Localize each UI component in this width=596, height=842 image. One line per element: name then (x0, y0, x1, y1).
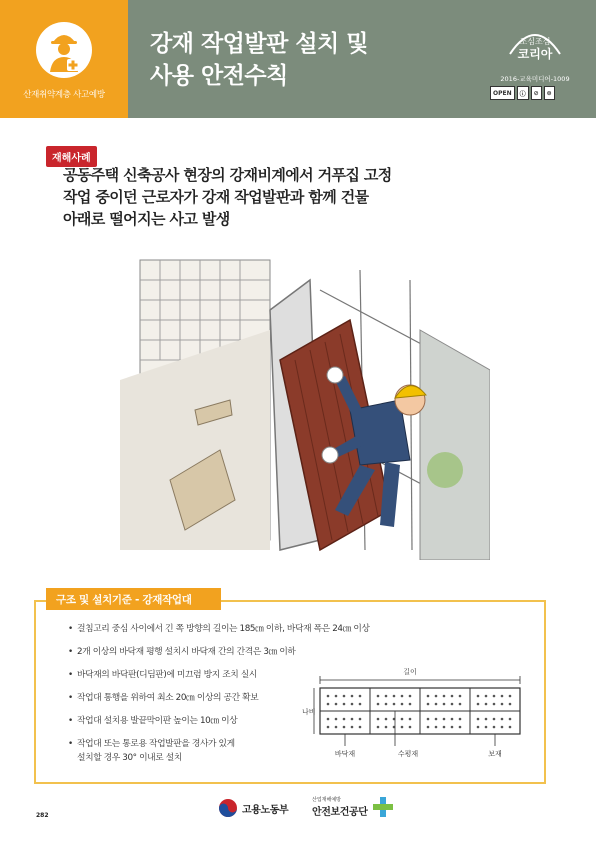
glove-icon (327, 367, 343, 383)
brand-top-text: 조심조심 (519, 37, 551, 46)
floor-label: 바닥재 (334, 750, 356, 758)
width-label: 나비 (302, 708, 316, 716)
open-badge: OPEN (490, 86, 515, 100)
noncommercial-icon: ⊘ (531, 86, 542, 100)
incident-line-3: 아래로 떨어지는 사고 발생 (63, 210, 230, 228)
page-title (150, 28, 450, 92)
steel-platform-diagram (300, 666, 530, 766)
horizontal-label: 수평재 (397, 750, 419, 758)
rule-item: • 작업대 설치용 발끝막이판 높이는 10㎝ 이상 (68, 714, 468, 728)
open-license (490, 86, 555, 100)
publication-code: 2016-교육미디어-1009 (500, 75, 570, 83)
brand-logo (488, 20, 582, 68)
agency-small-label: 산업재해예방 (312, 797, 341, 803)
rule-item: • 2개 이상의 바닥재 평행 설치시 바닥재 간의 간격은 3㎝ 이하 (68, 645, 468, 659)
rule-item: • 걸침고리 중심 사이에서 긴 쪽 방향의 길이는 185㎝ 이하, 바닥재 폭은 24㎝ 이상 (68, 622, 468, 636)
nochange-icon: ⊜ (544, 86, 555, 100)
tree-icon (427, 452, 463, 488)
standards-title: 구조 및 설치기준 - 강재작업대 (46, 588, 221, 610)
rule-item: • 바닥재의 바닥판(디딤판)에 미끄럼 방지 조치 실시 (68, 668, 468, 682)
rule-text: 작업대 또는 통로용 작업발판을 경사가 있게 (77, 739, 235, 749)
side-label: 보재 (488, 750, 502, 758)
rule-item: • 작업대 통행을 위하여 최소 20㎝ 이상의 공간 확보 (68, 691, 468, 705)
careful-korea-logo-icon (500, 20, 570, 64)
incident-description (63, 164, 483, 230)
category-label: 산재취약계층 사고예방 (23, 90, 105, 100)
ministry-logo (218, 798, 288, 818)
safety-cross-icon (372, 796, 394, 818)
rule-text-cont: 설치할 경우 30° 이내로 설치 (77, 753, 182, 763)
ministry-label: 고용노동부 (242, 804, 289, 816)
taegeuk-icon (218, 798, 238, 818)
incident-line-1: 공동주택 신축공사 현장의 강재비계에서 거푸집 고정 (63, 166, 392, 184)
agency-logo (312, 796, 394, 818)
brand-bottom-text: 코리아 (517, 47, 553, 61)
title-line-1: 강재 작업발판 설치 및 (150, 31, 368, 57)
page-number: 282 (36, 812, 49, 819)
incident-line-2: 작업 중이던 근로자가 강재 작업발판과 함께 건물 (63, 188, 369, 206)
agency-label: 안전보건공단 (312, 807, 368, 818)
incident-badge: 재해사례 (46, 146, 97, 167)
title-line-2: 사용 안전수칙 (150, 63, 288, 89)
length-label: 길이 (403, 668, 417, 676)
accident-illustration (120, 250, 490, 560)
worker-safety-icon (36, 22, 92, 78)
category-panel (0, 0, 128, 118)
attribution-icon: ⓘ (517, 86, 529, 100)
page-header (0, 0, 596, 118)
